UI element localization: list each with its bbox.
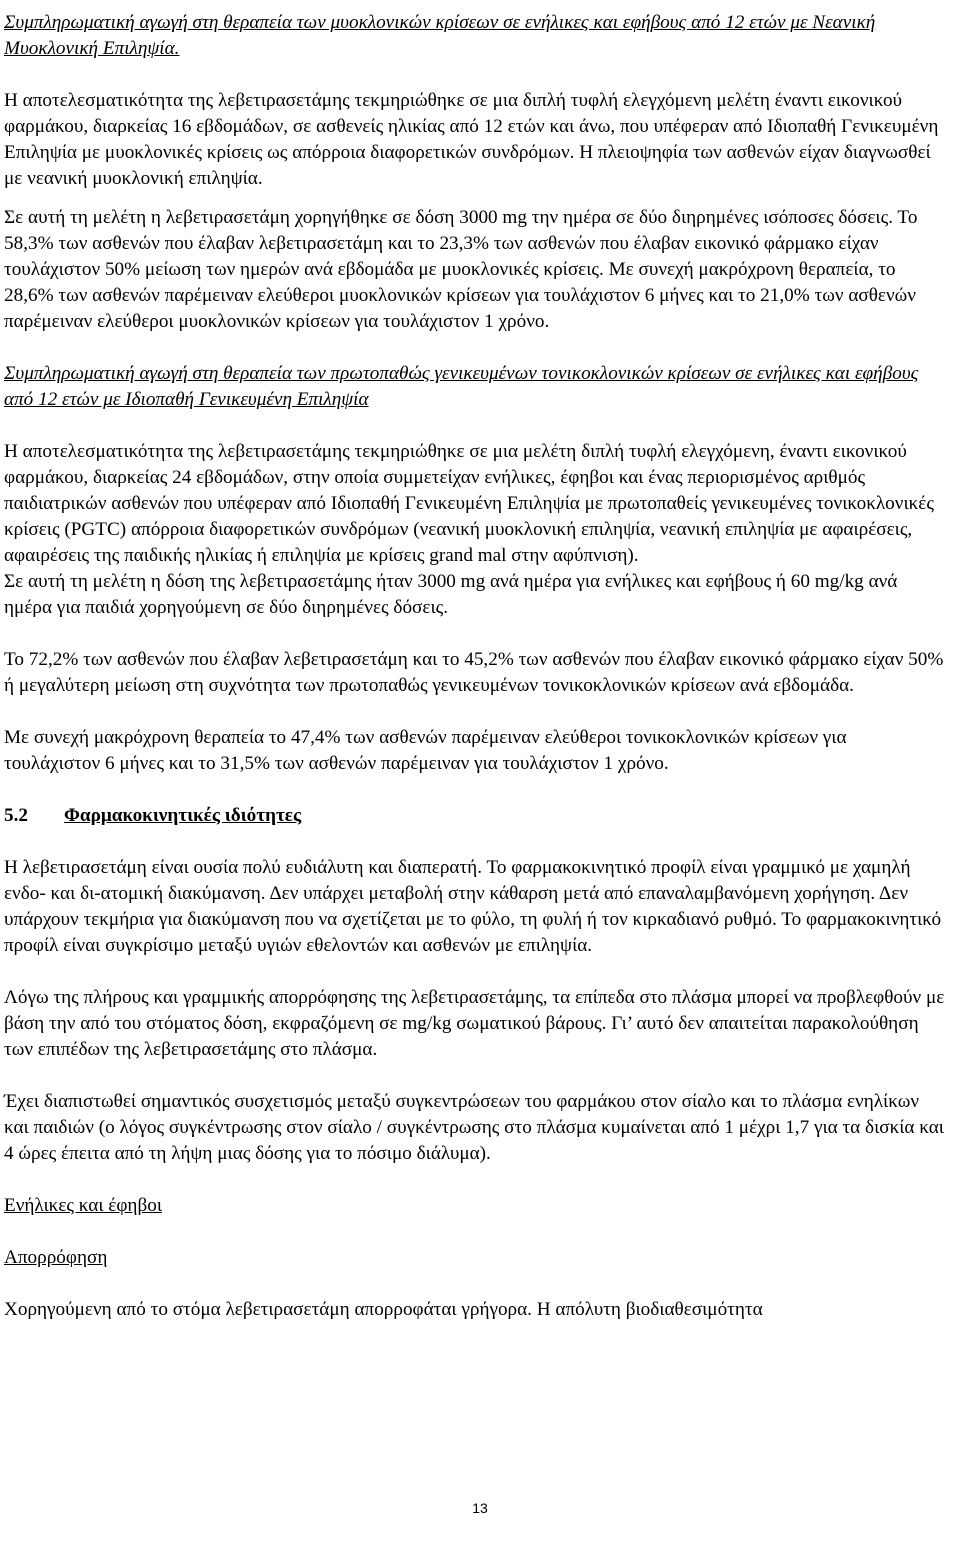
pgtc-paragraph-4: Με συνεχή μακρόχρονη θεραπεία το 47,4% των ασθενών παρέμειναν ελεύθεροι τονικοκλονικών κρίσεων για τουλάχιστον 6 μήνες και το 31,5% των ασθενών παρέμειναν για τουλάχιστον 1 χρόνο. — [4, 727, 847, 774]
pharmacokinetics-paragraph-2: Λόγω της πλήρους και γραμμικής απορρόφησης της λεβετιρασετάμης, τα επίπεδα στο πλάσμα μπορεί να προβλεφθούν με βάση την από του στόματος δόση, εκφραζόμενη σε mg/kg σωματικού βάρους. Γι’ αυτό δεν απαιτείται παρακολούθηση των επιπέδων της λεβετιρασετάμης στο πλάσμα. — [4, 987, 945, 1060]
adults-subheading: Ενήλικες και έφηβοι — [4, 1195, 162, 1216]
myoclonic-paragraph-1: Η αποτελεσματικότητα της λεβετιρασετάμης τεκμηριώθηκε σε μια διπλή τυφλή ελεγχόμενη μελέτη έναντι εικονικού φαρμάκου, διαρκείας 16 εβδομάδων, σε ασθενείς ηλικίας από 12 ετών και άνω, που υπέφεραν από Ιδιοπαθή Γενικευμένη Επιληψία με μυοκλονικές κρίσεις ως απόρροια διαφορετικών συνδρόμων. Η πλειοψηφία των ασθενών είχαν διαγνωσθεί με νεανική μυοκλονική επιληψία. — [4, 90, 939, 189]
section-heading — [4, 803, 946, 829]
pgtc-paragraph-2: Σε αυτή τη μελέτη η δόση της λεβετιρασετάμης ήταν 3000 mg ανά ημέρα για ενήλικες και εφήβους ή 60 mg/kg ανά ημέρα για παιδιά χορηγούμενη σε δύο διηρημένες δόσεις. — [4, 571, 898, 618]
pgtc-subheading: Συμπληρωματική αγωγή στη θεραπεία των πρωτοπαθώς γενικευμένων τονικοκλονικών κρίσεων σε ενήλικες και εφήβους από 12 ετών με Ιδιοπαθή Γενικευμένη Επιληψία — [4, 363, 919, 410]
pgtc-paragraph-1: Η αποτελεσματικότητα της λεβετιρασετάμης τεκμηριώθηκε σε μια μελέτη διπλή τυφλή ελεγχόμενη, έναντι εικονικού φαρμάκου, διαρκείας 24 εβδομάδων, στην οποία συμμετείχαν ενήλικες, έφηβοι και ένας περιορισμένος αριθμός παιδιατρικών ασθενών που υπέφεραν από Ιδιοπαθή Γενικευμένη Επιληψία με πρωτοπαθείς γενικευμένες τονικοκλονικές κρίσεις (PGTC) απόρροια διαφορετικών συνδρόμων (νεανική μυοκλονική επιληψία, νεανική επιληψία με αφαιρέσεις, αφαιρέσεις της παιδικής ηλικίας ή επιληψία με κρίσεις grand mal στην αφύπνιση). — [4, 441, 934, 566]
document-page — [4, 0, 946, 1323]
page-number: 13 — [472, 1500, 488, 1516]
absorption-subheading: Απορρόφηση — [4, 1247, 108, 1268]
absorption-paragraph: Χορηγούμενη από το στόμα λεβετιρασετάμη απορροφάται γρήγορα. Η απόλυτη βιοδιαθεσιμότητα — [4, 1299, 763, 1320]
section-title: Φαρμακοκινητικές ιδιότητες — [64, 805, 302, 826]
pharmacokinetics-paragraph-1: Η λεβετιρασετάμη είναι ουσία πολύ ευδιάλυτη και διαπερατή. Το φαρμακοκινητικό προφίλ είναι γραμμικό με χαμηλή ενδο- και δι-ατομική διακύμανση. Δεν υπάρχει μεταβολή στην κάθαρση μετά από επαναλαμβανόμενη χορήγηση. Δεν υπάρχουν τεκμήρια για διακύμανση που να σχετίζεται με το φύλο, τη φυλή ή τον κιρκαδιανό ρυθμό. Το φαρμακοκινητικό προφίλ είναι συγκρίσιμο μεταξύ υγιών εθελοντών και ασθενών με επιληψία. — [4, 857, 942, 956]
myoclonic-subheading: Συμπληρωματική αγωγή στη θεραπεία των μυοκλονικών κρίσεων σε ενήλικες και εφήβους από 12 ετών με Νεανική Μυοκλονική Επιληψία. — [4, 12, 876, 59]
section-number: 5.2 — [4, 805, 28, 826]
pgtc-paragraph-3: Το 72,2% των ασθενών που έλαβαν λεβετιρασετάμη και το 45,2% των ασθενών που έλαβαν εικονικό φάρμακο είχαν 50% ή μεγαλύτερη μείωση στη συχνότητα των πρωτοπαθώς γενικευμένων τονικοκλονικών κρίσεων ανά εβδομάδα. — [4, 649, 944, 696]
pharmacokinetics-paragraph-3: Έχει διαπιστωθεί σημαντικός συσχετισμός μεταξύ συγκεντρώσεων του φαρμάκου στον σίαλο και το πλάσμα ενηλίκων και παιδιών (ο λόγος συγκέντρωσης στον σίαλο / συγκέντρωσης στο πλάσμα κυμαίνεται από 1 μέχρι 1,7 για τα δισκία και 4 ώρες έπειτα από τη λήψη μιας δόσης για το πόσιμο διάλυμα). — [4, 1091, 944, 1164]
myoclonic-paragraph-2: Σε αυτή τη μελέτη η λεβετιρασετάμη χορηγήθηκε σε δόση 3000 mg την ημέρα σε δύο διηρημένες ισόποσες δόσεις. Το 58,3% των ασθενών που έλαβαν λεβετιρασετάμη και το 23,3% των ασθενών που έλαβαν εικονικό φάρμακο είχαν τουλάχιστον 50% μείωση των ημερών ανά εβδομάδα με μυοκλονικές κρίσεις. Με συνεχή μακρόχρονη θεραπεία, το 28,6% των ασθενών παρέμειναν ελεύθεροι μυοκλονικών κρίσεων για τουλάχιστον 6 μήνες και το 21,0% των ασθενών παρέμειναν ελεύθεροι μυοκλονικών κρίσεων για τουλάχιστον 1 χρόνο. — [4, 207, 918, 332]
